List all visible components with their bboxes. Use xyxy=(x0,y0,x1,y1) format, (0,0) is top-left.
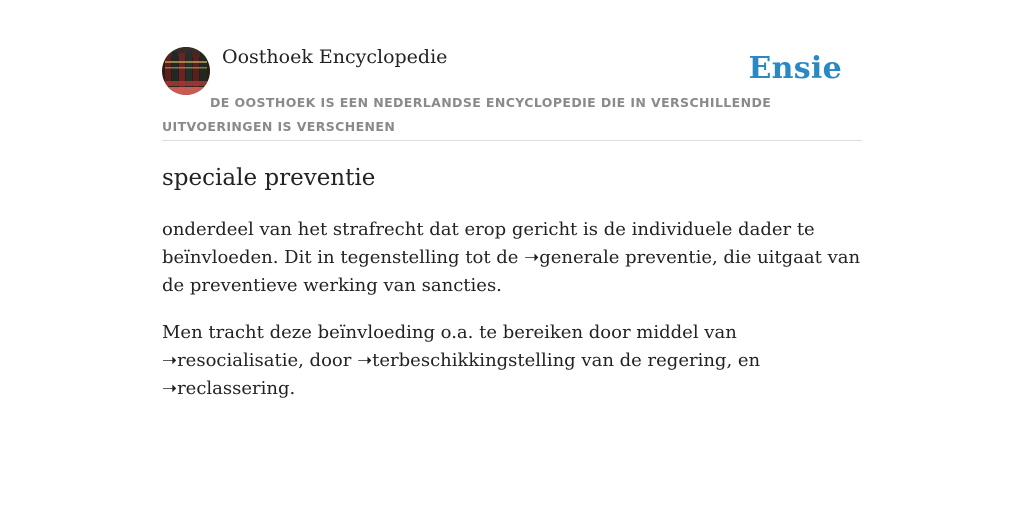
link-resocialisatie[interactable]: ➝resocialisatie xyxy=(162,350,299,371)
link-reclassering[interactable]: ➝reclassering xyxy=(162,378,290,399)
paragraph-text: . xyxy=(289,378,296,399)
paragraph-text: , die uitgaat van de preventieve werking van sancties. xyxy=(162,247,861,296)
encyclopedia-avatar-icon[interactable] xyxy=(162,47,210,95)
ensie-brand-logo[interactable]: Ensie xyxy=(748,51,842,86)
paragraph-text: Men tracht deze beïnvloeding o.a. te bereiken door middel van xyxy=(162,322,737,343)
link-generale-preventie[interactable]: ➝generale preventie xyxy=(524,247,712,268)
article xyxy=(162,162,862,403)
paragraph-text: onderdeel van het strafrecht dat erop gericht is de individuele dader te beïnvloeden. Dit in tegenstelling tot de xyxy=(162,219,815,268)
page-container xyxy=(162,0,862,399)
link-terbeschikkingstelling[interactable]: ➝terbeschikkingstelling xyxy=(357,350,576,371)
site-header xyxy=(162,0,862,141)
article-paragraph-2 xyxy=(162,319,862,403)
paragraph-text: van de regering, en xyxy=(575,350,761,371)
paragraph-text: , door xyxy=(298,350,358,371)
article-title: speciale preventie xyxy=(162,165,376,191)
site-tagline: DE OOSTHOEK IS EEN NEDERLANDSE ENCYCLOPEDIE DIE IN VERSCHILLENDE UITVOERINGEN IS VERSCHENEN xyxy=(162,95,772,134)
article-paragraph-1 xyxy=(162,216,862,300)
site-name-link[interactable]: Oosthoek Encyclopedie xyxy=(222,46,448,68)
